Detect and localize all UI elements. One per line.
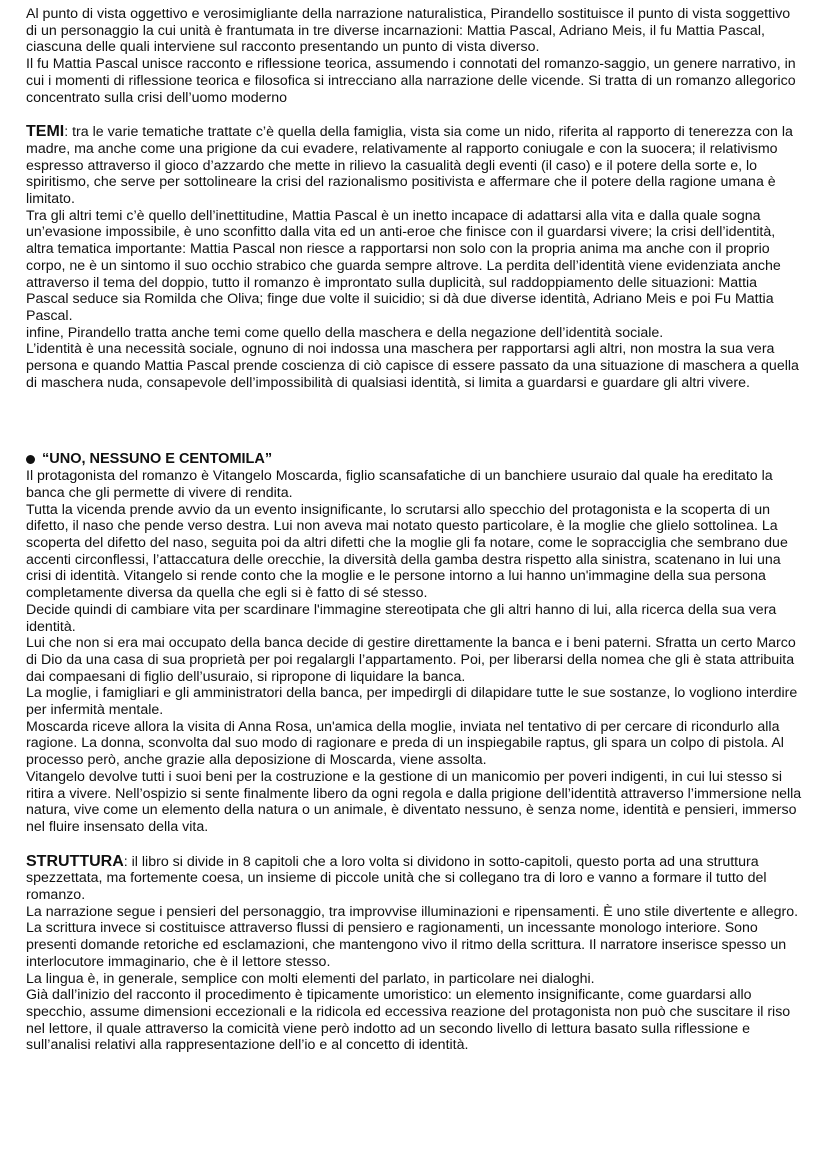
bullet-icon (26, 455, 35, 464)
struttura-paragraph-5: Già dall’inizio del racconto il procedimento è tipicamente umoristico: un elemento insignificante, come guardarsi allo specchio, assume dimensioni eccezionali e la ridicola ed eccessiva reazione del protagonista non può che suscitare il riso nel lettore, il quale attraverso la comicità viene però indotto ad un secondo livello di lettura basato sulla riflessione e sull’analisi relativi alla rappresentazione dell’io e al concetto di identità. (26, 987, 791, 1054)
uno-paragraph-7: Vitangelo devolve tutti i suoi beni per la costruzione e la gestione di un manicomio per poveri indigenti, in cui lui stesso si ritira a vivere. Nell’ospizio si sente finalmente libero da ogni regola e dalla prigione dell’identità attraverso l’immersione nella natura, vive come un elemento della natura o un animale, è diventato nessuno, è senza nome, identità e pensieri, immerso nel fluire insensato della vita. (26, 768, 802, 835)
uno-paragraph-6: Moscarda riceve allora la visita di Anna Rosa, un'amica della moglie, inviata nel tentativo di per cercare di ricondurlo alla ragione. La donna, sconvolta dal suo modo di ragionare e preda di un inspiegabile raptus, gli spara un colpo di pistola. Al processo però, anche grazie alla deposizione di Moscarda, viene assolta. (26, 718, 784, 769)
temi-paragraph-2: Tra gli altri temi c’è quello dell’inettitudine, Mattia Pascal è un inetto incapace di adattarsi alla vita e dalla quale sogna un’evasione impossibile, è uno sconfitto dalla vita ed un anti-eroe che finisce con il guardarsi vivere; la crisi dell’identità, altra tematica importante: Mattia Pascal non riesce a rapportarsi non solo con la propria anima ma anche con il proprio corpo, ne è un sintomo il suo occhio strabico che guarda sempre altrove. La perdita dell’identità viene evidenziata anche attraverso il tema del doppio, tutto il romanzo è improntato sulla duplicità, sul raddoppiamento delle situazioni: Mattia Pascal seduce sia Romilda che Oliva; finge due volte il suicidio; si dà due diverse identità, Adriano Meis e poi Fu Mattia Pascal. (26, 207, 781, 324)
temi-paragraph-4: L’identità è una necessità sociale, ognuno di noi indossa una maschera per rapportarsi agli altri, non mostra la sua vera persona e quando Mattia Pascal prende coscienza di ciò capisce di essere passato da una situazione di maschera a quella di maschera nuda, consapevole dell’impossibilità di qualsiasi identità, si limita a guardarsi e guardare gli altri vivere. (26, 341, 799, 391)
uno-paragraph-5: La moglie, i famigliari e gli amministratori della banca, per impedirgli di dilapidare tutte le sue sostanze, lo vogliono interdire per infermità mentale. (26, 685, 798, 719)
uno-paragraph-4: Lui che non si era mai occupato della banca decide di gestire direttamente la banca e i beni paterni. Sfratta un certo Marco di Dio da una casa di sua proprietà per poi regalargli l’appartamento. Poi, per liberarsi della nomea che gli è stata attribuita dai compaesani di figlio dell’usuraio, si ripropone di liquidare la banca. (26, 635, 796, 685)
intro-paragraph-2: Il fu Mattia Pascal unisce racconto e riflessione teorica, assumendo i connotati del romanzo-saggio, un genere narrativo, in cui i momenti di riflessione teorica e filosofica si intrecciano alla narrazione delle vicende. Si tratta di un romanzo allegorico concentrato sulla crisi dell’uomo moderno (26, 56, 796, 106)
temi-paragraph-1 (26, 124, 802, 208)
temi-intro-text: : tra le varie tematiche trattate c’è quella della famiglia, vista sia come un nido, riferita al rapporto di tenerezza con la madre, ma anche come una prigione da cui evadere, relativamente al rapporto coniugale e con la suocera; il relativismo espresso attraverso il gioco d’azzardo che mette in rilievo la casualità degli eventi (il caso) e il potere della sorte e, lo spiritismo, che serve per sottolineare la crisi del razionalismo positivista e affermare che il potere della ragione umana è limitato. (26, 124, 793, 208)
struttura-heading: STRUTTURA (26, 852, 124, 870)
struttura-intro-text: : il libro si divide in 8 capitoli che a loro volta si dividono in sotto-capitoli, questo porta ad una struttura spezzettata, ma fortemente coesa, un insieme di piccole unità che si collegano tra di loro e vanno a formare il tutto del romanzo. (26, 853, 767, 904)
uno-paragraph-3: Decide quindi di cambiare vita per scardinare l'immagine stereotipata che gli altri hanno di lui, alla ricerca della sua vera identità. (26, 601, 777, 635)
uno-paragraph-1: Il protagonista del romanzo è Vitangelo Moscarda, figlio scansafatiche di un banchiere usuraio dal quale ha ereditato la banca che gli permette di vivere di rendita. (26, 468, 773, 501)
temi-paragraph-3: infine, Pirandello tratta anche temi come quello della maschera e della negazione dell’identità sociale. (26, 324, 664, 341)
uno-heading: “UNO, NESSUNO E CENTOMILA” (42, 451, 273, 468)
struttura-paragraph-2: La narrazione segue i pensieri del personaggio, tra improvvise illuminazioni e ripensamenti. È uno stile divertente e allegro. (26, 903, 799, 920)
uno-heading-line (26, 451, 802, 468)
temi-heading: TEMI (26, 123, 65, 141)
struttura-paragraph-4: La lingua è, in generale, semplice con molti elementi del parlato, in particolare nei dialoghi. (26, 970, 595, 987)
uno-paragraph-2: Tutta la vicenda prende avvio da un evento insignificante, lo scrutarsi allo specchio del protagonista e la scoperta di un difetto, il naso che pende verso destra. Lui non aveva mai notato questo particolare, è la moglie che glielo sottolinea. La scoperta del difetto del naso, seguita poi da altri difetti che la moglie gli fa notare, come le sopracciglia che sembrano due accenti circonflessi, l’attaccatura delle orecchie, la diversità della gamba destra rispetto alla sinistra, scatenano in lui una crisi di identità. Vitangelo si rende conto che la moglie e le persone intorno a lui hanno un'immagine della sua persona completamente diversa da quella che egli si è fatto di sé stesso. (26, 501, 788, 602)
intro-paragraph-1: Al punto di vista oggettivo e verosimigliante della narrazione naturalistica, Pirandello sostituisce il punto di vista soggettivo di un personaggio la cui unità è frantumata in tre diverse incarnazioni: Mattia Pascal, Adriano Meis, il fu Mattia Pascal, ciascuna delle quali interviene sul racconto presentando un punto di vista diverso. (26, 6, 791, 56)
struttura-paragraph-1 (26, 854, 802, 904)
struttura-paragraph-3: La scrittura invece si costituisce attraverso flussi di pensiero e ragionamenti, un incessante monologo interiore. Sono presenti domande retoriche ed esclamazioni, che mantengono vivo il ritmo della scrittura. Il narratore inserisce spesso un interlocutore immaginario, che è il lettore stesso. (26, 920, 787, 970)
